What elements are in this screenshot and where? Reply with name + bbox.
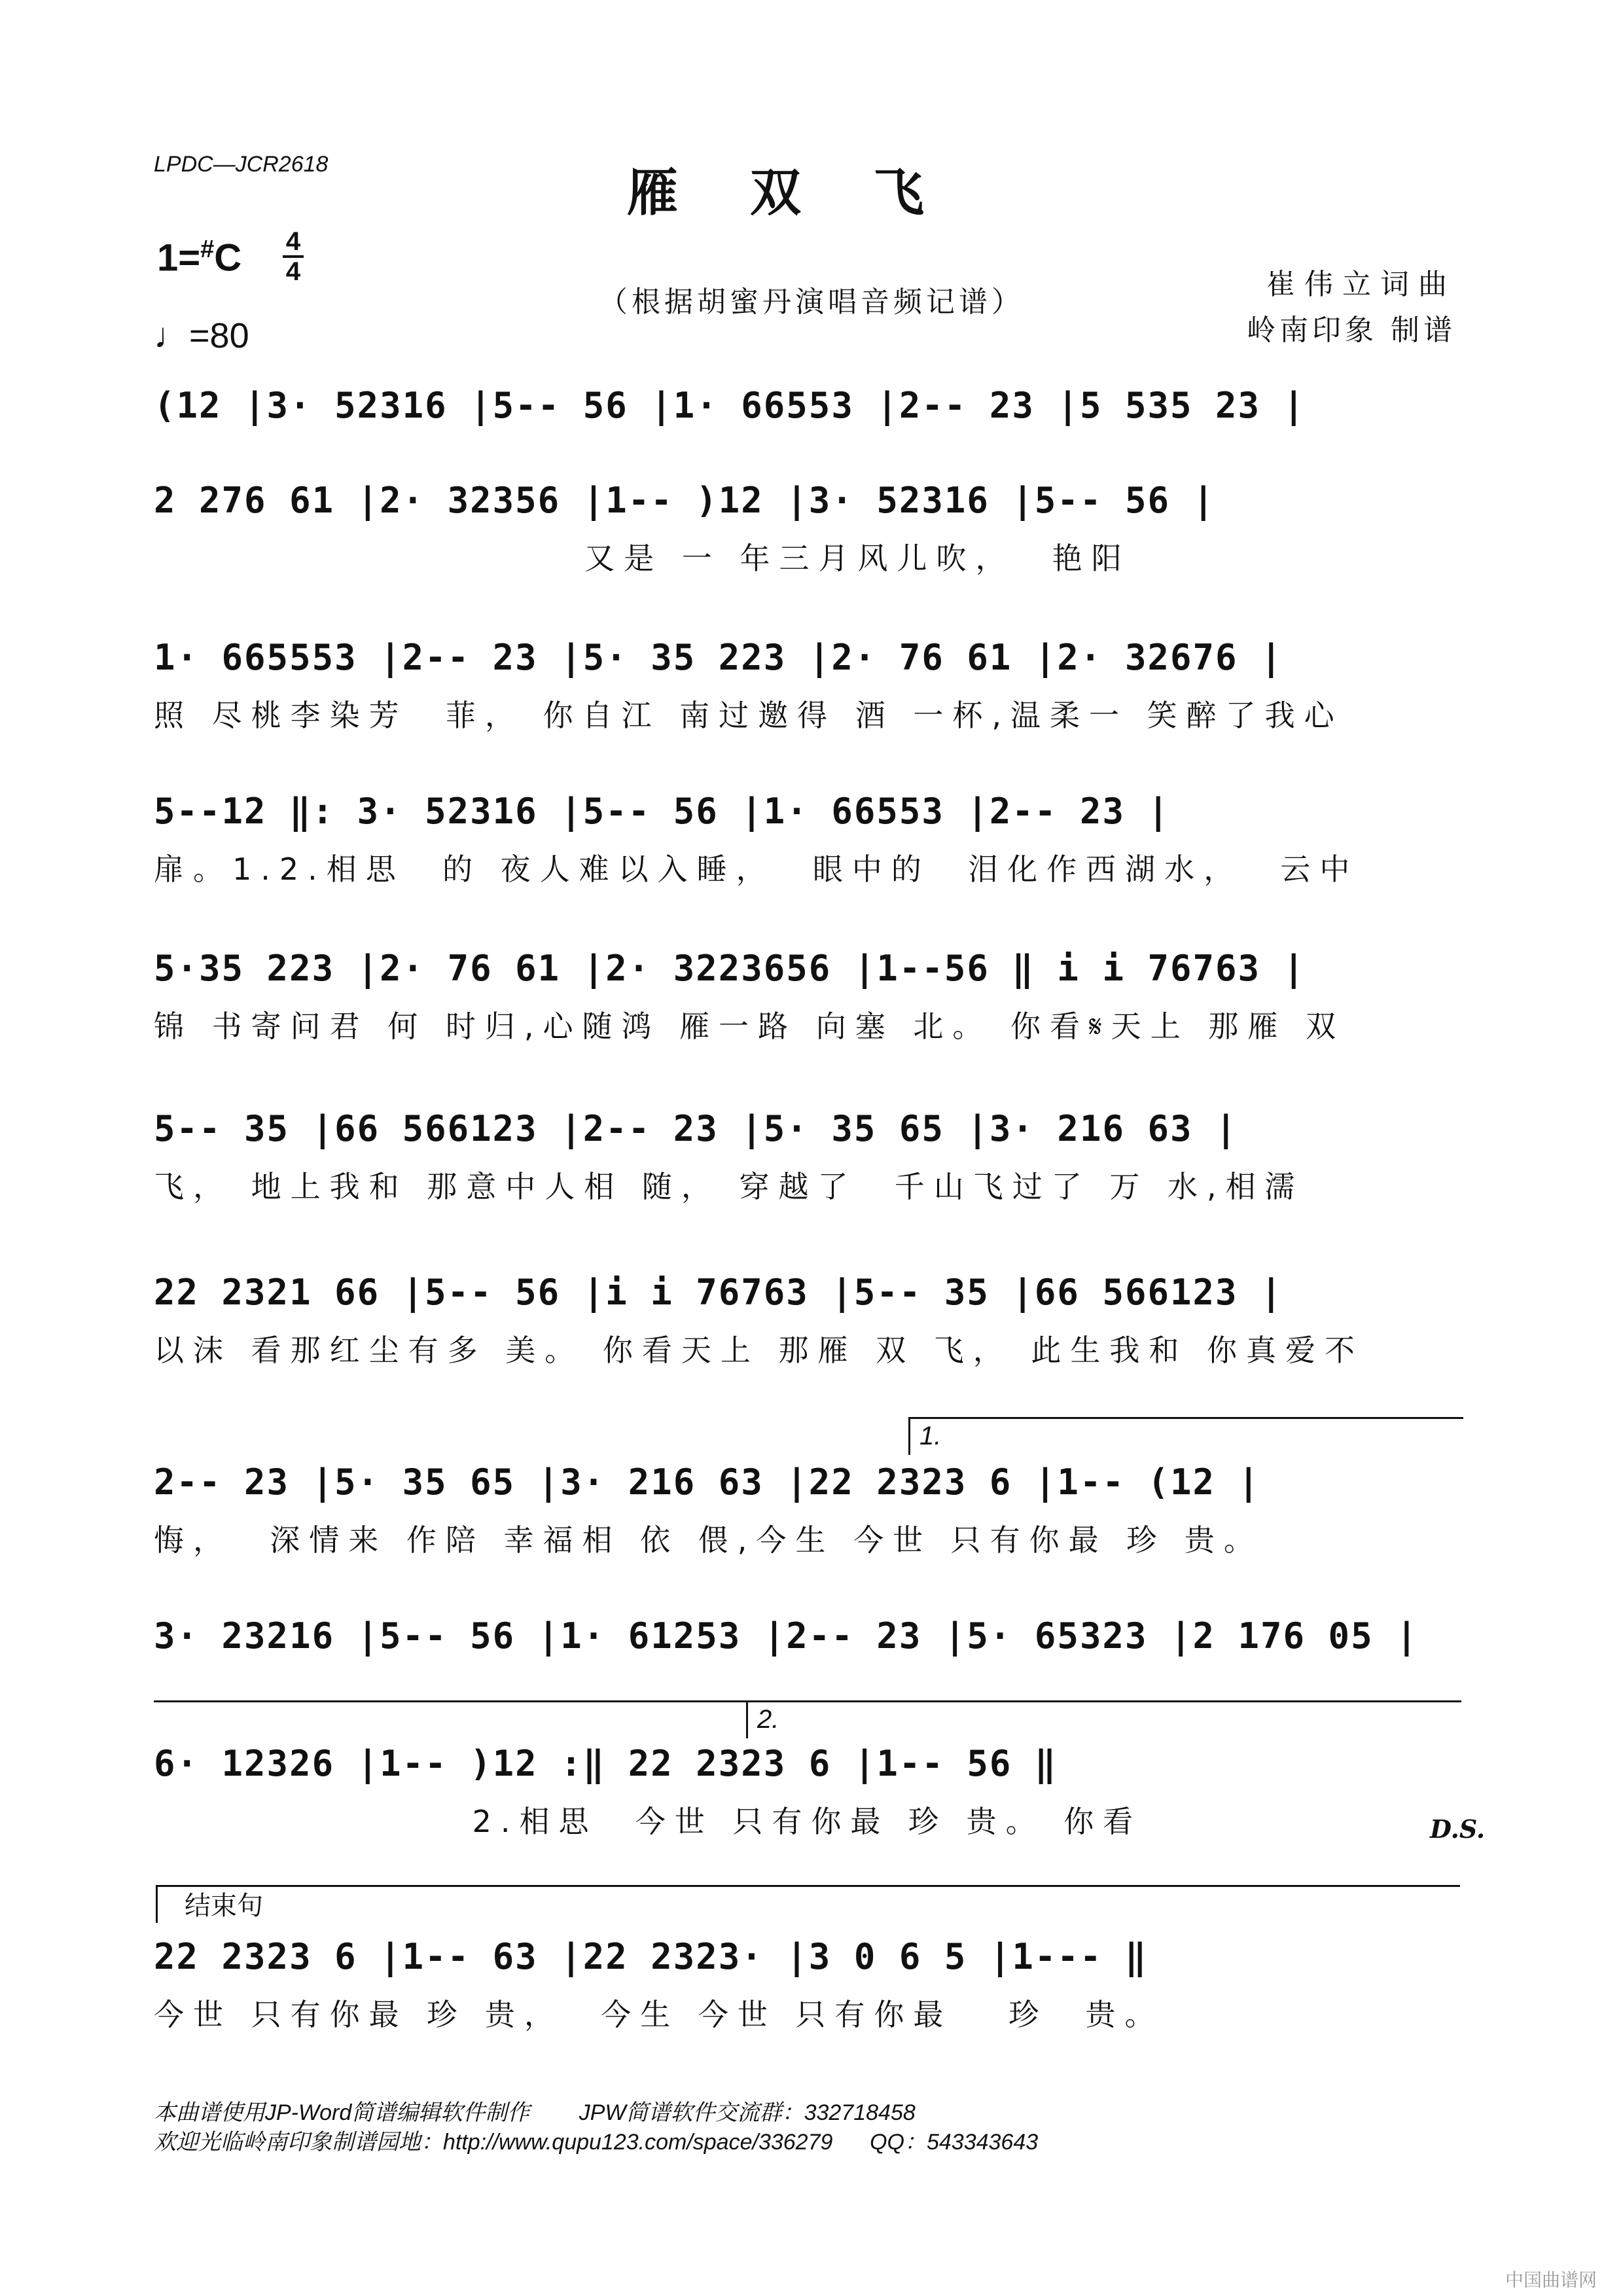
lyric-line: 以沫 看那红尘有多 美。 你看天上 那雁 双 飞， 此生我和 你真爱不	[154, 1333, 1364, 1368]
tempo-value: =80	[189, 316, 249, 355]
notation-line: 3· 23216 |5-- 56 |1· 61253 |2-- 23 |5· 65323 |2 176 05 |	[154, 1615, 1419, 1657]
volta-1-bracket	[908, 1417, 1463, 1455]
lyric-line: 扉。1.2.相思 的 夜人难以入睡， 眼中的 泪化作西湖水， 云中	[154, 852, 1359, 887]
time-signature	[283, 228, 304, 285]
watermark-logo: 中国曲谱网	[1505, 2269, 1597, 2291]
score-system-10	[154, 1741, 1469, 1842]
time-sig-bottom: 4	[285, 257, 301, 286]
dal-segno-marking: D.S.	[1430, 1814, 1486, 1844]
score-system-7	[154, 1270, 1469, 1371]
tempo-marking	[154, 315, 249, 356]
notation-line: 6· 12326 |1-- )12 :‖ 22 2323 6 |1-- 56 ‖	[154, 1743, 1058, 1784]
volta-2-bracket	[746, 1700, 1461, 1738]
notation-line: 1· 665553 |2-- 23 |5· 35 223 |2· 76 61 |2· 32676 |	[154, 637, 1283, 678]
score-system-3	[154, 635, 1469, 736]
score-system-1	[154, 383, 1469, 484]
catalog-code: LPDC—JCR2618	[154, 152, 329, 177]
score-system-6	[154, 1106, 1469, 1207]
score-system-8	[154, 1460, 1469, 1560]
subtitle: （根据胡蜜丹演唱音频记谱）	[599, 285, 1024, 319]
lyric-line: 飞， 地上我和 那意中人相 随， 穿越了 千山飞过了 万 水,相濡	[154, 1169, 1304, 1204]
time-sig-top: 4	[285, 227, 301, 256]
footer-line-2: 欢迎光临岭南印象制谱园地：http://www.qupu123.com/space/336279 QQ：543343643	[154, 2130, 1039, 2155]
composer-credit: 崔伟立词曲	[1266, 268, 1456, 301]
key-signature	[157, 236, 241, 279]
score-system-4	[154, 789, 1469, 889]
notation-line: 5·35 223 |2· 76 61 |2· 3223656 |1--56 ‖ i i 76763 |	[154, 948, 1306, 989]
lyric-line: 2.相思 今世 只有你最 珍 贵。 你看	[154, 1804, 1143, 1839]
notation-line: 22 2323 6 |1-- 63 |22 2323· |3 0 6 5 |1--- ‖	[154, 1936, 1148, 1977]
volta-2-label: 2.	[757, 1705, 779, 1734]
score-system-11	[154, 1934, 1469, 2035]
key-sharp: #	[200, 236, 215, 263]
notation-line: 2 276 61 |2· 32356 |1-- )12 |3· 52316 |5-- 56 |	[154, 480, 1216, 521]
score-system-9	[154, 1613, 1469, 1714]
song-title: 雁双飞	[626, 163, 996, 223]
lyric-line: 照 尽桃李染芳 菲， 你自江 南过邀得 酒 一杯,温柔一 笑醉了我心	[154, 698, 1344, 733]
lyric-line: 悔， 深情来 作陪 幸福相 依 偎,今生 今世 只有你最 珍 贵。	[154, 1522, 1263, 1558]
volta-1-continuation	[154, 1700, 844, 1729]
notation-line: (12 |3· 52316 |5-- 56 |1· 66553 |2-- 23 |5 535 23 |	[154, 385, 1306, 426]
quarter-note-icon: ♩	[154, 316, 189, 355]
lyric-line: 又是 一 年三月风儿吹， 艳阳	[154, 541, 1131, 576]
notation-line: 2-- 23 |5· 35 65 |3· 216 63 |22 2323 6 |1-- (12 |	[154, 1462, 1261, 1503]
ending-label: 结束句	[185, 1891, 263, 1921]
notation-line: 5-- 35 |66 566123 |2-- 23 |5· 35 65 |3· 216 63 |	[154, 1108, 1238, 1149]
key-prefix: 1=	[157, 236, 201, 279]
notation-line: 5--12 ‖: 3· 52316 |5-- 56 |1· 66553 |2-- 23 |	[154, 791, 1170, 832]
score-system-5	[154, 946, 1469, 1047]
lyric-line: 锦 书寄问君 何 时归,心随鸿 雁一路 向塞 北。 你看𝄋天上 那雁 双	[154, 1009, 1346, 1044]
coda-bracket	[156, 1885, 1460, 1923]
key-note: C	[214, 236, 242, 279]
score-system-2	[154, 478, 1469, 579]
footer-line-1: 本曲谱使用JP-Word简谱编辑软件制作 JPW简谱软件交流群：332718458	[154, 2100, 916, 2125]
volta-1-label: 1.	[919, 1422, 942, 1450]
lyric-line: 今世 只有你最 珍 贵， 今生 今世 只有你最 珍 贵。	[154, 1997, 1164, 2032]
notation-line: 22 2321 66 |5-- 56 |i i 76763 |5-- 35 |66 566123 |	[154, 1272, 1283, 1313]
arranger-credit: 岭南印象 制谱	[1247, 314, 1456, 347]
